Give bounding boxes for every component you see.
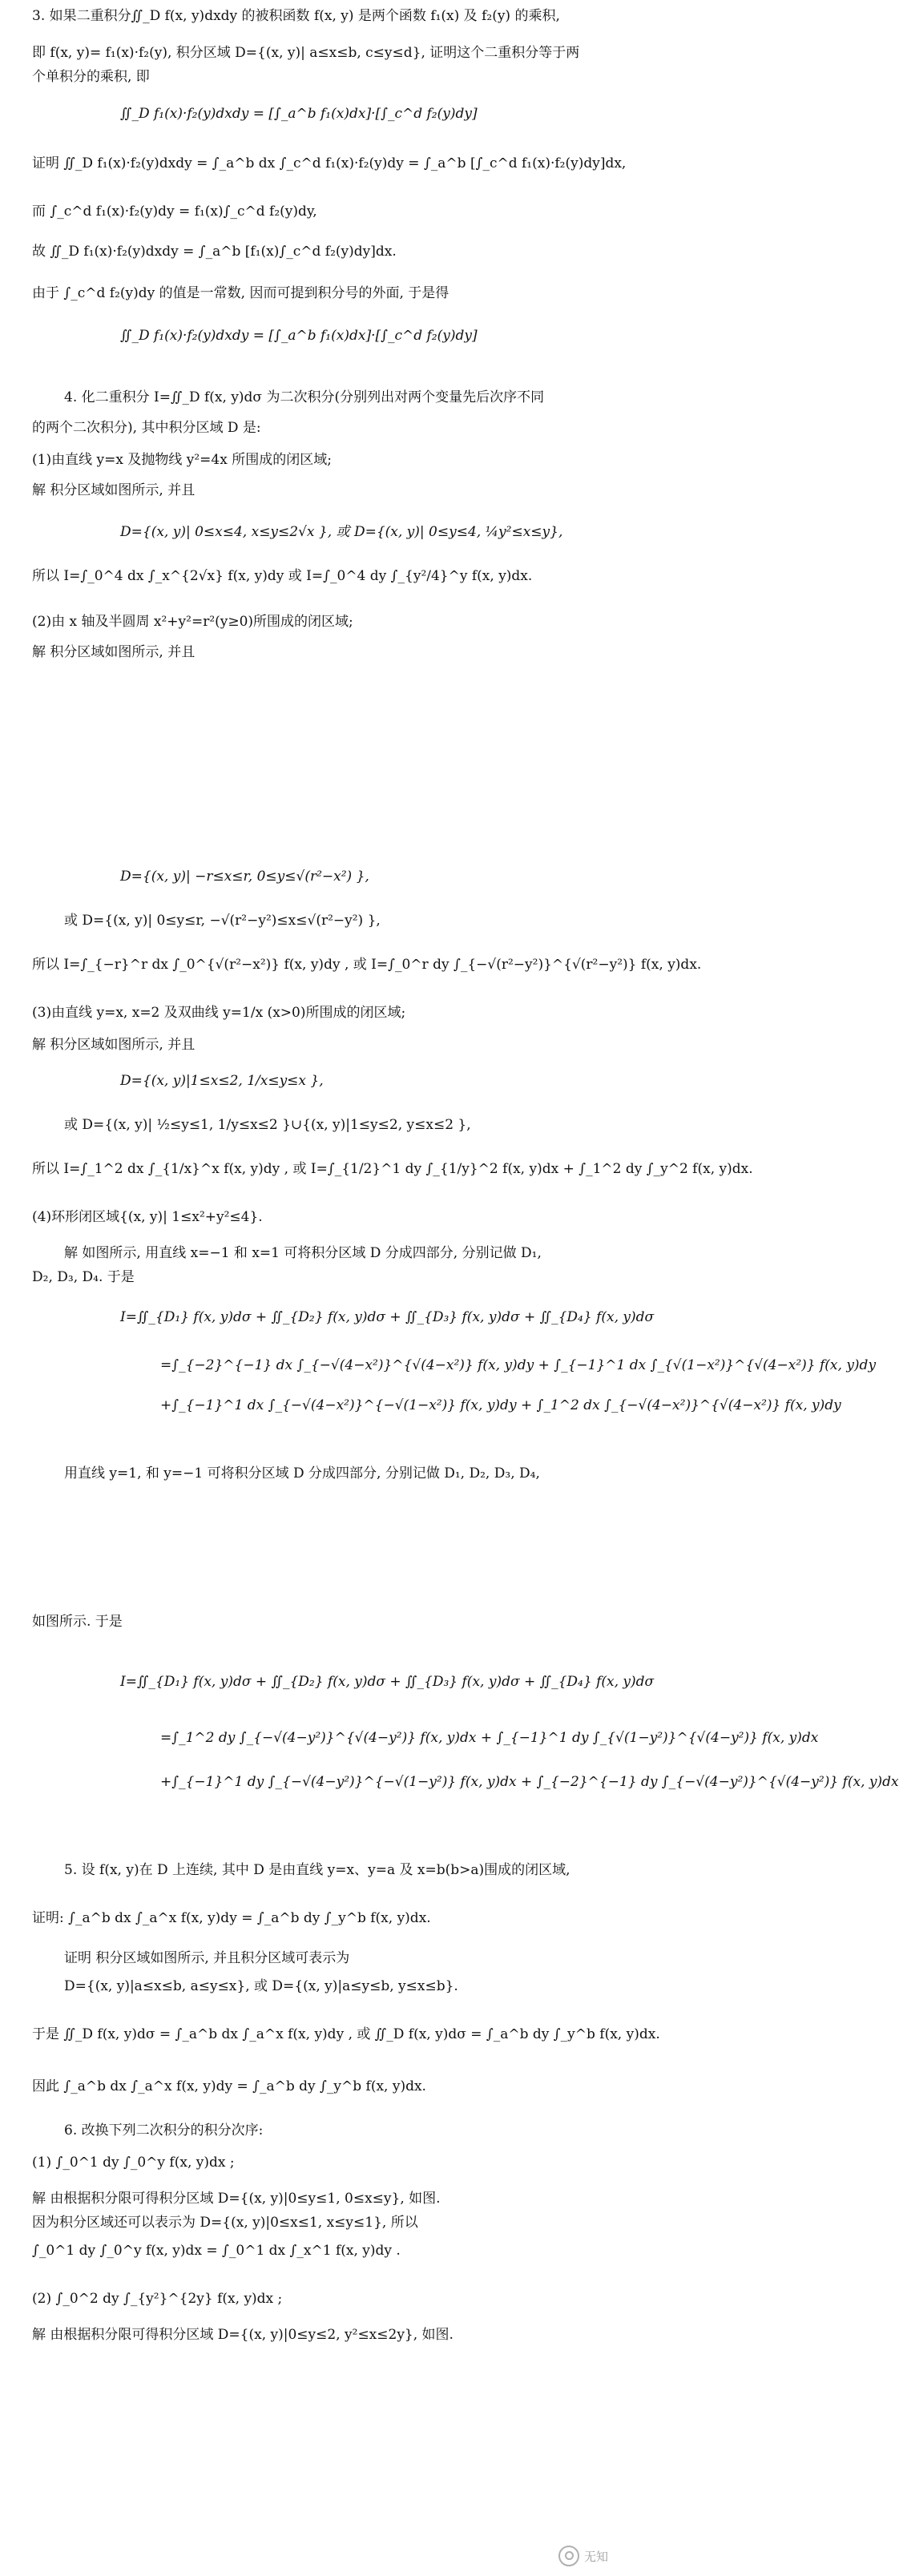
text-line: =∫_1^2 dy ∫_{−√(4−y²)}^{√(4−y²)} f(x, y)dx + ∫_{−1}^1 dy ∫_{√(1−y²)}^{√(4−y²)} f(x, y)dx xyxy=(160,1730,819,1746)
text-line: 证明 积分区域如图所示, 并且积分区域可表示为 xyxy=(64,1950,350,1966)
text-line: 于是 ∬_D f(x, y)dσ = ∫_a^b dx ∫_a^x f(x, y)dy , 或 ∬_D f(x, y)dσ = ∫_a^b dy ∫_y^b f(x, y)dx. xyxy=(32,2026,660,2042)
watermark xyxy=(558,2546,608,2566)
text-line: D={(x, y)|a≤x≤b, a≤y≤x}, 或 D={(x, y)|a≤y≤b, y≤x≤b}. xyxy=(64,1978,458,1994)
text-line: 用直线 y=1, 和 y=−1 可将积分区域 D 分成四部分, 分别记做 D₁, D₂, D₃, D₄, xyxy=(64,1465,540,1482)
text-line: 或 D={(x, y)| ½≤y≤1, 1/y≤x≤2 }∪{(x, y)|1≤y≤2, y≤x≤2 }, xyxy=(64,1117,471,1133)
text-line: 而 ∫_c^d f₁(x)·f₂(y)dy = f₁(x)∫_c^d f₂(y)dy, xyxy=(32,204,317,220)
text-line: ∫_0^1 dy ∫_0^y f(x, y)dx = ∫_0^1 dx ∫_x^1 f(x, y)dy . xyxy=(32,2243,401,2259)
text-line: ∬_D f₁(x)·f₂(y)dxdy = [∫_a^b f₁(x)dx]·[∫_c^d f₂(y)dy] xyxy=(120,106,478,122)
text-line: 所以 I=∫_0^4 dx ∫_x^{2√x} f(x, y)dy 或 I=∫_0^4 dy ∫_{y²/4}^y f(x, y)dx. xyxy=(32,568,533,584)
text-line: D₂, D₃, D₄. 于是 xyxy=(32,1269,135,1285)
text-line: =∫_{−2}^{−1} dx ∫_{−√(4−x²)}^{√(4−x²)} f(x, y)dy + ∫_{−1}^1 dx ∫_{√(1−x²)}^{√(4−x²)} f(x, y)dy xyxy=(160,1357,877,1373)
text-line: (1) ∫_0^1 dy ∫_0^y f(x, y)dx ; xyxy=(32,2155,235,2171)
text-line: D={(x, y)| 0≤x≤4, x≤y≤2√x }, 或 D={(x, y)| 0≤y≤4, ¼y²≤x≤y}, xyxy=(120,524,563,540)
text-line: 解 由根据积分限可得积分区域 D={(x, y)|0≤y≤2, y²≤x≤2y}, 如图. xyxy=(32,2327,454,2343)
watermark-text: 无知 xyxy=(583,2549,608,2564)
text-line: 4. 化二重积分 I=∬_D f(x, y)dσ 为二次积分(分别列出对两个变量先后次序不同 xyxy=(64,389,545,405)
text-line: I=∬_{D₁} f(x, y)dσ + ∬_{D₂} f(x, y)dσ + ∬_{D₃} f(x, y)dσ + ∬_{D₄} f(x, y)dσ xyxy=(120,1674,655,1690)
watermark-icon xyxy=(558,2546,579,2566)
text-line: 由于 ∫_c^d f₂(y)dy 的值是一常数, 因而可提到积分号的外面, 于是得 xyxy=(32,285,450,301)
text-line: 因此 ∫_a^b dx ∫_a^x f(x, y)dy = ∫_a^b dy ∫_y^b f(x, y)dx. xyxy=(32,2078,426,2094)
text-line: 5. 设 f(x, y)在 D 上连续, 其中 D 是由直线 y=x、y=a 及 x=b(b>a)围成的闭区域, xyxy=(64,1862,570,1878)
text-line: (2)由 x 轴及半圆周 x²+y²=r²(y≥0)所围成的闭区域; xyxy=(32,614,353,630)
text-line: 所以 I=∫_1^2 dx ∫_{1/x}^x f(x, y)dy , 或 I=∫_{1/2}^1 dy ∫_{1/y}^2 f(x, y)dx + ∫_1^2 dy ∫_y^2 f(x, y)dx. xyxy=(32,1161,753,1177)
text-line: D={(x, y)| −r≤x≤r, 0≤y≤√(r²−x²) }, xyxy=(120,869,369,885)
text-line: 即 f(x, y)= f₁(x)·f₂(y), 积分区域 D={(x, y)| a≤x≤b, c≤y≤d}, 证明这个二重积分等于两 xyxy=(32,45,580,61)
text-line: 故 ∬_D f₁(x)·f₂(y)dxdy = ∫_a^b [f₁(x)∫_c^d f₂(y)dy]dx. xyxy=(32,244,397,260)
text-line: (1)由直线 y=x 及抛物线 y²=4x 所围成的闭区域; xyxy=(32,452,332,468)
text-line: 个单积分的乘积, 即 xyxy=(32,69,150,85)
text-line: ∬_D f₁(x)·f₂(y)dxdy = [∫_a^b f₁(x)dx]·[∫_c^d f₂(y)dy] xyxy=(120,328,478,344)
text-line: D={(x, y)|1≤x≤2, 1/x≤y≤x }, xyxy=(120,1073,324,1089)
text-line: 所以 I=∫_{−r}^r dx ∫_0^{√(r²−x²)} f(x, y)dy , 或 I=∫_0^r dy ∫_{−√(r²−y²)}^{√(r²−y²)} f(x, y)dx. xyxy=(32,957,702,973)
text-line: 6. 改换下列二次积分的积分次序: xyxy=(64,2122,264,2139)
text-line: 解 由根据积分限可得积分区域 D={(x, y)|0≤y≤1, 0≤x≤y}, 如图. xyxy=(32,2191,441,2207)
text-line: 证明: ∫_a^b dx ∫_a^x f(x, y)dy = ∫_a^b dy ∫_y^b f(x, y)dx. xyxy=(32,1910,431,1926)
text-line: 的两个二次积分), 其中积分区域 D 是: xyxy=(32,420,261,436)
text-line: (2) ∫_0^2 dy ∫_{y²}^{2y} f(x, y)dx ; xyxy=(32,2291,283,2307)
text-line: 因为积分区域还可以表示为 D={(x, y)|0≤x≤1, x≤y≤1}, 所以 xyxy=(32,2215,418,2231)
text-line: 解 积分区域如图所示, 并且 xyxy=(32,1037,196,1053)
text-line: 解 如图所示, 用直线 x=−1 和 x=1 可将积分区域 D 分成四部分, 分别记做 D₁, xyxy=(64,1245,542,1261)
text-line: (3)由直线 y=x, x=2 及双曲线 y=1/x (x>0)所围成的闭区域; xyxy=(32,1005,406,1021)
text-line: 3. 如果二重积分∬_D f(x, y)dxdy 的被积函数 f(x, y) 是两个函数 f₁(x) 及 f₂(y) 的乘积, xyxy=(32,8,560,24)
text-line: 或 D={(x, y)| 0≤y≤r, −√(r²−y²)≤x≤√(r²−y²) }, xyxy=(64,913,381,929)
text-line: +∫_{−1}^1 dx ∫_{−√(4−x²)}^{−√(1−x²)} f(x, y)dy + ∫_1^2 dx ∫_{−√(4−x²)}^{√(4−x²)} f(x, y)dy xyxy=(160,1397,841,1413)
text-line: 解 积分区域如图所示, 并且 xyxy=(32,482,196,498)
text-line: (4)环形闭区域{(x, y)| 1≤x²+y²≤4}. xyxy=(32,1209,263,1225)
text-line: 证明 ∬_D f₁(x)·f₂(y)dxdy = ∫_a^b dx ∫_c^d f₁(x)·f₂(y)dy = ∫_a^b [∫_c^d f₁(x)·f₂(y)dy]dx, xyxy=(32,155,627,171)
text-line: 解 积分区域如图所示, 并且 xyxy=(32,644,196,660)
text-line: 如图所示. 于是 xyxy=(32,1614,123,1630)
text-line: +∫_{−1}^1 dy ∫_{−√(4−y²)}^{−√(1−y²)} f(x, y)dx + ∫_{−2}^{−1} dy ∫_{−√(4−y²)}^{√(4−y²)} f(x, y)dx xyxy=(160,1774,899,1790)
text-line: I=∬_{D₁} f(x, y)dσ + ∬_{D₂} f(x, y)dσ + ∬_{D₃} f(x, y)dσ + ∬_{D₄} f(x, y)dσ xyxy=(120,1309,655,1325)
